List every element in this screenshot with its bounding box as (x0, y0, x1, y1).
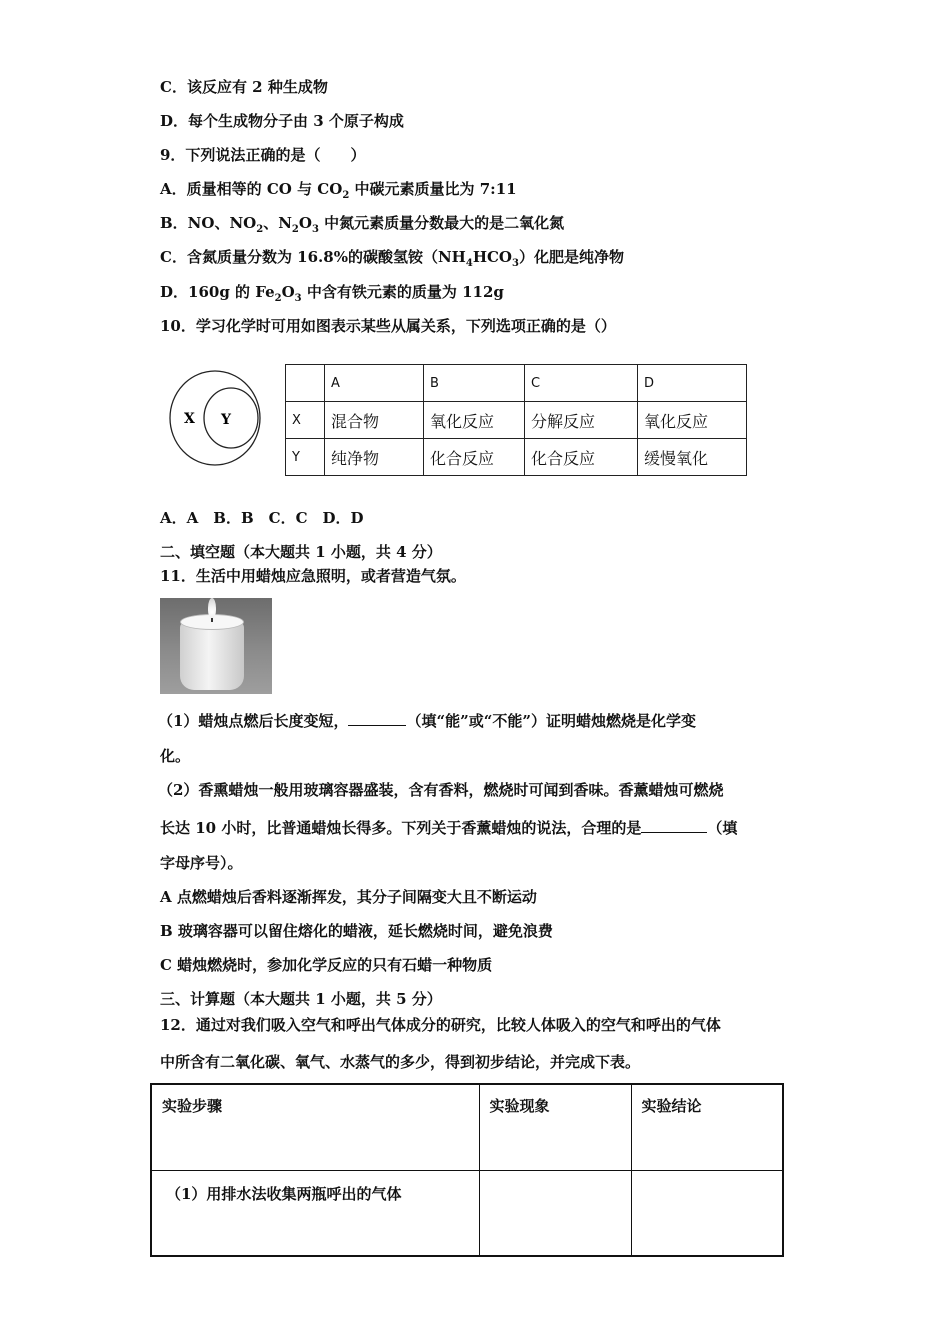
q9-option-b (160, 213, 564, 233)
q10-table-cell: 化合反应 (525, 439, 638, 476)
q12-header-conclusion: 实验结论 (631, 1084, 783, 1170)
q9-b-text-3: O (298, 214, 312, 232)
q10-header-cell: A (325, 365, 424, 402)
q10-header-cell: B (424, 365, 525, 402)
q10-table-row (286, 402, 747, 439)
section2-title: 二、填空题（本大题共 1 小题，共 4 分） (160, 543, 442, 561)
venn-label-y: Y (221, 412, 231, 428)
q12-step-cell: （1）用排水法收集两瓶呼出的气体 (151, 1170, 479, 1256)
q10-table-cell: 氧化反应 (424, 402, 525, 439)
q10-options-table (285, 364, 747, 476)
q9-option-d (160, 282, 504, 302)
q11-part2-answer-blank[interactable] (641, 817, 707, 833)
q9-option-c (160, 247, 624, 267)
q9-b-text-4: 中氮元素质量分数最大的是二氧化氮 (318, 214, 565, 232)
q9-a-text-2: 中碳元素质量比为 7:11 (349, 180, 517, 198)
q10-header-cell (286, 365, 325, 402)
q12-conclusion-cell[interactable] (631, 1170, 783, 1256)
q12-stem-line2: 中所含有二氧化碳、氧气、水蒸气的多少，得到初步结论，并完成下表。 (160, 1053, 641, 1071)
q11-option-c: C 蜡烛燃烧时，参加化学反应的只有石蜡一种物质 (160, 956, 493, 974)
q11-part1-cont: 化。 (160, 747, 191, 765)
q10-table-header-row (286, 365, 747, 402)
q11-stem: 11．生活中用蜡烛应急照明，或者营造气氛。 (160, 567, 466, 585)
q9-b-text-2: 、N (263, 214, 292, 232)
q10-table-cell: 纯净物 (325, 439, 424, 476)
q12-header-phenomenon: 实验现象 (479, 1084, 631, 1170)
q8-option-c: C．该反应有 2 种生成物 (160, 78, 328, 96)
q10-row-label: Y (286, 439, 325, 476)
q12-stem-line1: 12．通过对我们吸入空气和呼出气体成分的研究，比较人体吸入的空气和呼出的气体 (160, 1016, 721, 1034)
q8-option-d: D．每个生成物分子由 3 个原子构成 (160, 112, 404, 130)
q11-part2-text-1: 长达 10 小时，比普通蜡烛长得多。下列关于香薰蜡烛的说法，合理的是 (160, 819, 642, 837)
q9-d-text-2: O (281, 283, 295, 301)
venn-inner-circle (204, 388, 258, 448)
q9-c-sub-2: 3 (512, 258, 519, 269)
q10-header-cell: C (525, 365, 638, 402)
q10-table-cell: 分解反应 (525, 402, 638, 439)
q11-part1 (158, 710, 696, 731)
q9-option-a (160, 179, 517, 199)
q11-option-b: B 玻璃容器可以留住熔化的蜡液，延长燃烧时间，避免浪费 (160, 922, 553, 940)
q11-part1-answer-blank[interactable] (348, 710, 406, 726)
q9-b-text-1: B．NO、NO (160, 214, 257, 232)
q10-table-row (286, 439, 747, 476)
q11-part2-line3: 字母序号）。 (160, 854, 243, 872)
q9-a-text-1: A．质量相等的 CO 与 CO (160, 180, 343, 198)
q9-b-sub-3: 3 (311, 224, 319, 235)
q10-table-cell: 化合反应 (424, 439, 525, 476)
q9-c-sub-1: 4 (465, 258, 473, 269)
q9-d-sub-1: 2 (274, 293, 282, 304)
q10-table-cell: 缓慢氧化 (638, 439, 747, 476)
q11-part2-text-2: （填 (707, 819, 738, 837)
candle-flame (208, 598, 216, 618)
q12-table-row (151, 1170, 783, 1256)
candle-jar (180, 620, 244, 690)
q10-table-cell: 混合物 (325, 402, 424, 439)
q9-a-sub-1: 2 (342, 190, 350, 201)
q11-part2-line2 (160, 817, 737, 838)
section3-title: 三、计算题（本大题共 1 小题，共 5 分） (160, 990, 442, 1008)
q10-row-label: X (286, 402, 325, 439)
q12-header-steps: 实验步骤 (151, 1084, 479, 1170)
q12-phenomenon-cell[interactable] (479, 1170, 631, 1256)
q10-header-cell: D (638, 365, 747, 402)
venn-diagram (168, 368, 266, 468)
candle-photo (160, 598, 272, 694)
q10-stem: 10．学习化学时可用如图表示某些从属关系，下列选项正确的是（） (160, 317, 616, 335)
q9-d-text-1: D．160g 的 Fe (160, 283, 275, 301)
q10-answer-options: A．A B．B C．C D．D (160, 509, 364, 527)
q9-stem: 9．下列说法正确的是（ ） (160, 146, 366, 164)
q9-b-sub-1: 2 (256, 224, 264, 235)
q11-part1-text-2: （填“能”或“不能”）证明蜡烛燃烧是化学变 (406, 712, 696, 730)
q11-part1-text-1: （1）蜡烛点燃后长度变短， (158, 712, 349, 730)
q9-d-text-3: 中含有铁元素的质量为 112g (301, 283, 504, 301)
q10-table-cell: 氧化反应 (638, 402, 747, 439)
q9-b-sub-2: 2 (291, 224, 299, 235)
q12-experiment-table (150, 1083, 784, 1257)
venn-label-x: X (184, 411, 195, 427)
q9-d-sub-2: 3 (294, 293, 302, 304)
q9-c-text-1: C．含氮质量分数为 16.8%的碳酸氢铵（NH (160, 248, 466, 266)
q11-option-a: A 点燃蜡烛后香料逐渐挥发，其分子间隔变大且不断运动 (160, 888, 537, 906)
q9-c-text-2: HCO (472, 248, 512, 266)
q9-c-text-3: ）化肥是纯净物 (518, 248, 624, 266)
q11-part2: （2）香熏蜡烛一般用玻璃容器盛装，含有香料，燃烧时可闻到香味。香薰蜡烛可燃烧 (158, 781, 724, 799)
q12-table-header-row (151, 1084, 783, 1170)
